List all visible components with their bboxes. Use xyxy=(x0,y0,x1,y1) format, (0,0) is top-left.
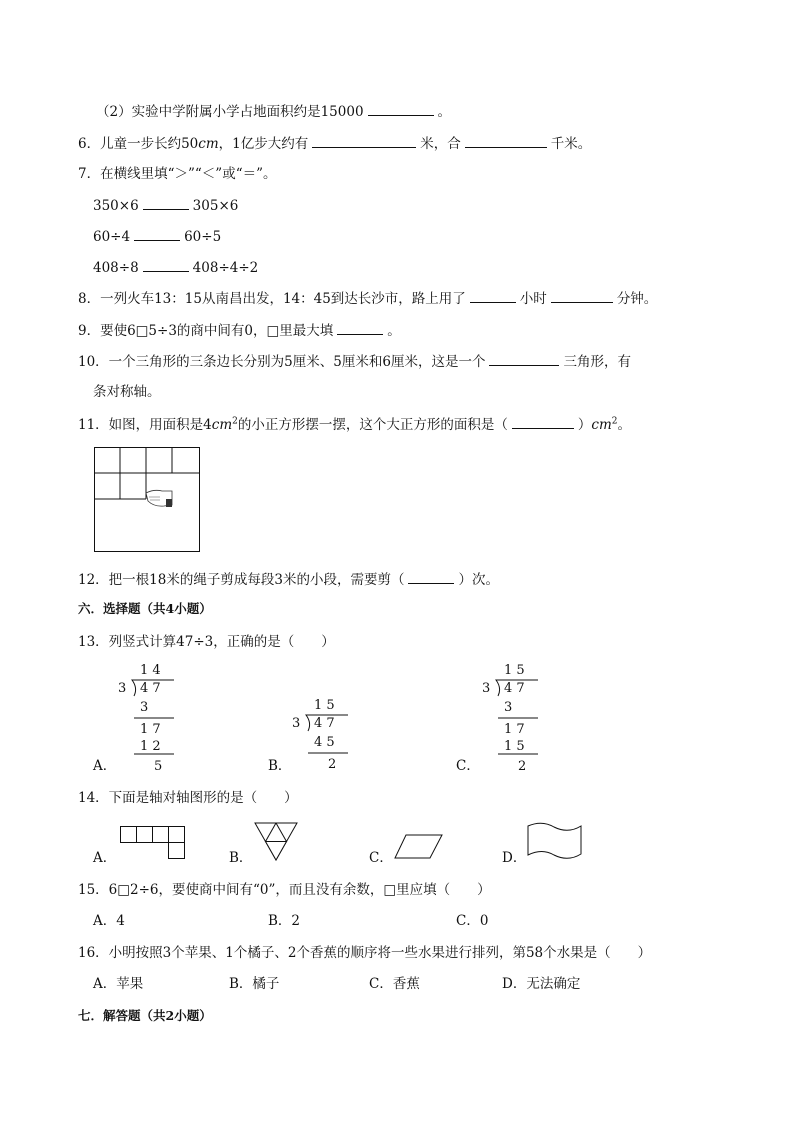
option-d[interactable]: D．无法确定 xyxy=(502,976,581,992)
answer-blank[interactable] xyxy=(470,288,516,303)
question-16: 16．小明按照3个苹果、1个橘子、2个香蕉的顺序将一些水果进行排列，第58个水果是（ ） xyxy=(78,945,652,961)
partial-remainder: 1 7 xyxy=(140,722,161,737)
option-c[interactable]: C．香蕉 xyxy=(369,976,420,992)
question-6: 6．儿童一步长约50cm，1亿步大约有 米，合 千米。 xyxy=(78,133,591,154)
partial-remainder: 1 7 xyxy=(504,722,525,737)
compare-row: 60÷4 60÷5 xyxy=(93,226,221,247)
answer-blank[interactable] xyxy=(143,195,189,210)
question-15: 15．6□2÷6，要使商中间有“0”，而且没有余数，□里应填（ ） xyxy=(78,882,491,898)
dividend: 4 7 xyxy=(504,681,525,696)
division-option-c xyxy=(476,660,546,775)
divisor: 3 xyxy=(118,681,127,696)
division-option-a xyxy=(112,660,182,775)
question-10: 10．一个三角形的三条边长分别为5厘米、5厘米和6厘米，这是一个 三角形，有 xyxy=(78,351,631,372)
subtrahend: 1 2 xyxy=(140,739,161,754)
answer-blank[interactable] xyxy=(489,351,559,366)
question-7-title: 7．在横线里填“＞”“＜”或“＝”。 xyxy=(78,166,277,182)
compare-row: 350×6 305×6 xyxy=(93,195,238,216)
dividend: 4 7 xyxy=(140,681,161,696)
question-14: 14．下面是轴对轴图形的是（ ） xyxy=(78,790,298,806)
subtrahend: 1 5 xyxy=(504,739,525,754)
parallelogram-figure xyxy=(394,834,444,860)
question-10-line2: 条对称轴。 xyxy=(93,384,161,400)
square-figure xyxy=(94,447,202,553)
option-a-label[interactable]: A． xyxy=(93,850,117,866)
triangles-shape-figure xyxy=(254,822,300,862)
subtrahend: 3 xyxy=(504,700,513,715)
option-c-label[interactable]: C． xyxy=(456,758,480,774)
option-a[interactable]: A．苹果 xyxy=(93,976,144,992)
question-12: 12．把一根18米的绳子剪成每段3米的小段，需要剪（ ）次。 xyxy=(78,569,499,590)
option-b[interactable]: B．橘子 xyxy=(229,976,280,992)
option-a[interactable]: A．4 xyxy=(93,913,125,929)
question-5-2: （2）实验中学附属小学占地面积约是15000 。 xyxy=(96,101,451,122)
subtrahend: 4 5 xyxy=(314,735,335,750)
option-b-label[interactable]: B． xyxy=(229,850,253,866)
answer-blank[interactable] xyxy=(512,414,574,429)
remainder: 2 xyxy=(518,759,527,774)
section-heading: 六．选择题（共4小题） xyxy=(78,601,212,616)
section-heading: 七．解答题（共2小题） xyxy=(78,1008,212,1023)
question-13: 13．列竖式计算47÷3，正确的是（ ） xyxy=(78,634,335,650)
compare-row: 408÷8 408÷4÷2 xyxy=(93,257,258,278)
quotient: 1 5 xyxy=(504,663,525,678)
quotient: 1 5 xyxy=(314,698,335,713)
answer-blank[interactable] xyxy=(551,288,613,303)
question-11: 11．如图，用面积是$4cm^2$的小正方形摆一摆，这个大正方形的面积是（ ）$cm^2$。 xyxy=(78,414,631,435)
option-c-label[interactable]: C． xyxy=(369,850,393,866)
remainder: 2 xyxy=(328,757,337,772)
question-8: 8．一列火车13：15从南昌出发，14：45到达长沙市，路上用了 小时 分钟。 xyxy=(78,288,657,309)
answer-blank[interactable] xyxy=(134,226,180,241)
divisor: 3 xyxy=(292,716,301,731)
option-b-label[interactable]: B． xyxy=(268,758,292,774)
answer-blank[interactable] xyxy=(337,320,383,335)
answer-blank[interactable] xyxy=(368,101,434,116)
option-d-label[interactable]: D． xyxy=(502,850,527,866)
option-c[interactable]: C．0 xyxy=(456,913,489,929)
division-option-b xyxy=(286,695,356,775)
option-a-label[interactable]: A． xyxy=(93,758,117,774)
wavy-flag-figure xyxy=(526,822,584,862)
answer-blank[interactable] xyxy=(465,133,547,148)
answer-blank[interactable] xyxy=(408,569,454,584)
pointing-hand-icon xyxy=(146,490,172,507)
answer-blank[interactable] xyxy=(143,257,189,272)
option-b[interactable]: B．2 xyxy=(268,913,301,929)
remainder: 5 xyxy=(154,759,163,774)
subtrahend: 3 xyxy=(140,700,149,715)
quotient: 1 4 xyxy=(140,663,161,678)
answer-blank[interactable] xyxy=(312,133,416,148)
divisor: 3 xyxy=(482,681,491,696)
question-9: 9．要使6□5÷3的商中间有0，□里最大填 。 xyxy=(78,320,401,341)
dividend: 4 7 xyxy=(314,716,335,731)
squares-shape-figure xyxy=(120,826,190,862)
